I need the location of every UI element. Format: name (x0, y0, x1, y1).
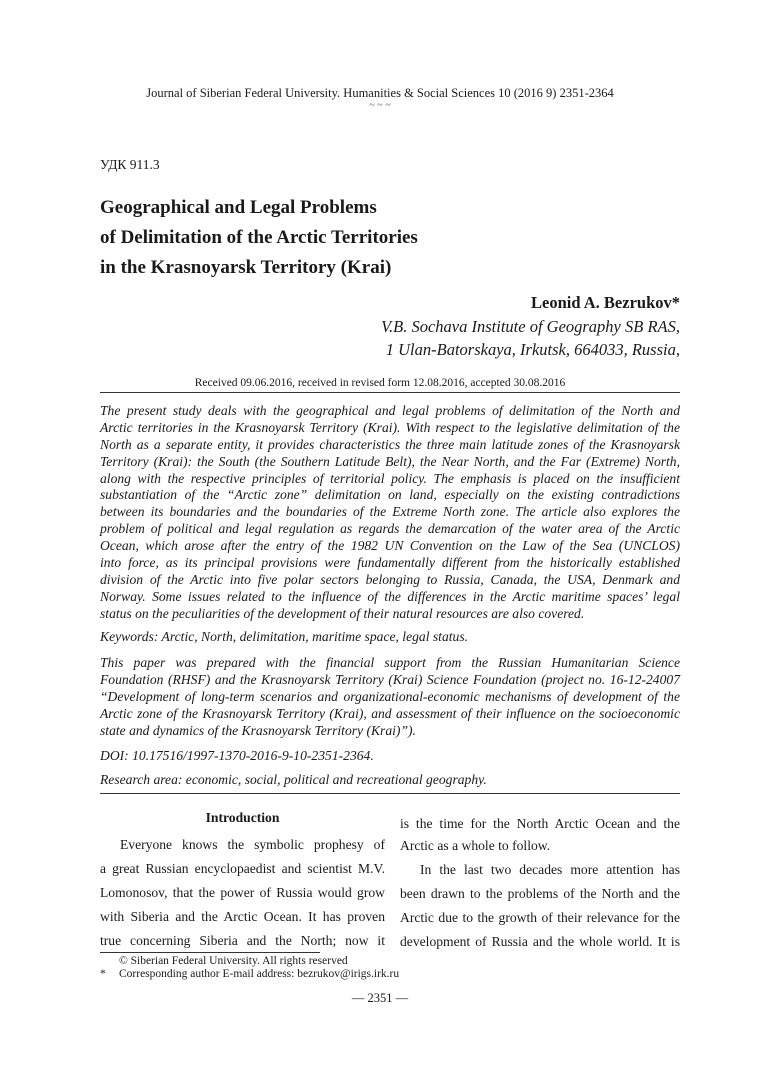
abstract-line: Arctic territories in the Krasnoyarsk Territory (Krai). With respect to the legislative delimitation of the (100, 420, 680, 435)
divider (100, 392, 680, 393)
divider (100, 793, 680, 794)
page-number: — 2351 — (351, 991, 409, 1005)
abstract-line: The present study deals with the geographical and legal problems of delimitation of the North and (100, 403, 680, 418)
funding-line: This paper was prepared with the financial support from the Russian Humanitarian Science (100, 655, 680, 670)
body-line: Arctic due to the growth of their relevance for the (400, 910, 680, 925)
body-line: development of Russia and the whole world. It is (400, 934, 680, 949)
body-line: true concerning Siberia and the North; now it (100, 933, 385, 948)
affiliation-line: 1 Ulan-Batorskaya, Irkutsk, 664033, Russia, (385, 340, 680, 359)
keywords: Keywords: Arctic, North, delimitation, maritime space, legal status. (100, 629, 469, 644)
footnote-divider (100, 952, 320, 953)
received-dates: Received 09.06.2016, received in revised form 12.08.2016, accepted 30.08.2016 (194, 377, 566, 389)
body-line: is the time for the North Arctic Ocean and the (400, 816, 680, 831)
section-heading-introduction: Introduction (205, 810, 280, 825)
abstract-line: status on the peculiarities of the development of their natural resources are also covered. (100, 606, 585, 621)
abstract-line: problem of political and legal regulation as regards the demarcation of the water area of the Arctic (100, 521, 680, 536)
title-line: of Delimitation of the Arctic Territories (100, 227, 418, 248)
footnote-marker: * (100, 968, 106, 980)
header-ornament: ~ ~ ~ (369, 100, 391, 111)
author-name: Leonid A. Bezrukov* (531, 293, 680, 312)
abstract-line: substantiation of the “Arctic zone” delimitation on land, especially on the existing contradictions (100, 487, 680, 502)
funding-line: state and dynamics of the Krasnoyarsk Territory (Krai)”). (100, 723, 416, 738)
doi[interactable]: DOI: 10.17516/1997-1370-2016-9-10-2351-2364. (100, 748, 374, 763)
journal-header: Journal of Siberian Federal University. Humanities & Social Sciences 10 (2016 9) 2351-2364 (146, 86, 614, 100)
abstract-line: into force, as its principal provisions were fundamentally different from the historically established (100, 555, 680, 570)
copyright-footnote: © Siberian Federal University. All rights reserved (119, 955, 348, 967)
abstract-line: Territory (Krai): the South (the Southern Latitude Belt), the Near North, and the Far (Extreme) North, (100, 454, 680, 469)
abstract-line: North as a separate entity, it provides characteristics the three main latitude zones of the Krasnoyarsk (100, 437, 680, 452)
body-line: In the last two decades more attention has (420, 862, 680, 877)
body-line: Everyone knows the symbolic prophesy of (120, 837, 385, 852)
corresponding-author-footnote: Corresponding author E-mail address: bezrukov@irigs.irk.ru (119, 968, 400, 980)
udk-code: УДК 911.3 (100, 157, 160, 172)
body-line: Arctic as a whole to follow. (400, 838, 551, 853)
abstract-line: along with the respective principles of territorial policy. The emphasis is placed on the insufficient (100, 471, 680, 486)
abstract-line: division of the Arctic into five polar sectors belonging to Russia, Canada, the USA, Denmark and (100, 572, 680, 587)
research-area: Research area: economic, social, political and recreational geography. (100, 772, 487, 787)
title-line: Geographical and Legal Problems (100, 197, 377, 218)
abstract-line: between its boundaries and the boundaries of the Extreme North zone. The article also explores the (100, 504, 680, 519)
body-line: Lomonosov, that the power of Russia would grow (100, 885, 385, 900)
abstract-line: Ocean, which arose after the entry of the 1982 UN Convention on the Law of the Sea (UNCLOS) (100, 538, 680, 553)
body-line: a great Russian encyclopaedist and scientist M.V. (100, 861, 385, 876)
body-line: with Siberia and the Arctic Ocean. It has proven (100, 909, 385, 924)
funding-line: Arctic zone of the Krasnoyarsk Territory (Krai), and assessment of their influence on the socioeconomic (100, 706, 680, 721)
funding-line: “Development of long-term scenarios and organizational-economic mechanisms of development of the (100, 689, 680, 704)
abstract-line: Norway. Some issues related to the influence of the differences in the Arctic maritime spaces’ legal (100, 589, 680, 604)
title-line: in the Krasnoyarsk Territory (Krai) (100, 257, 392, 278)
funding-line: Foundation (RHSF) and the Krasnoyarsk Territory (Krai) Science Foundation (project no. 16-12-24007 (100, 672, 680, 687)
body-line: been drawn to the problems of the North and the (400, 886, 680, 901)
affiliation-line: V.B. Sochava Institute of Geography SB RAS, (381, 317, 680, 336)
